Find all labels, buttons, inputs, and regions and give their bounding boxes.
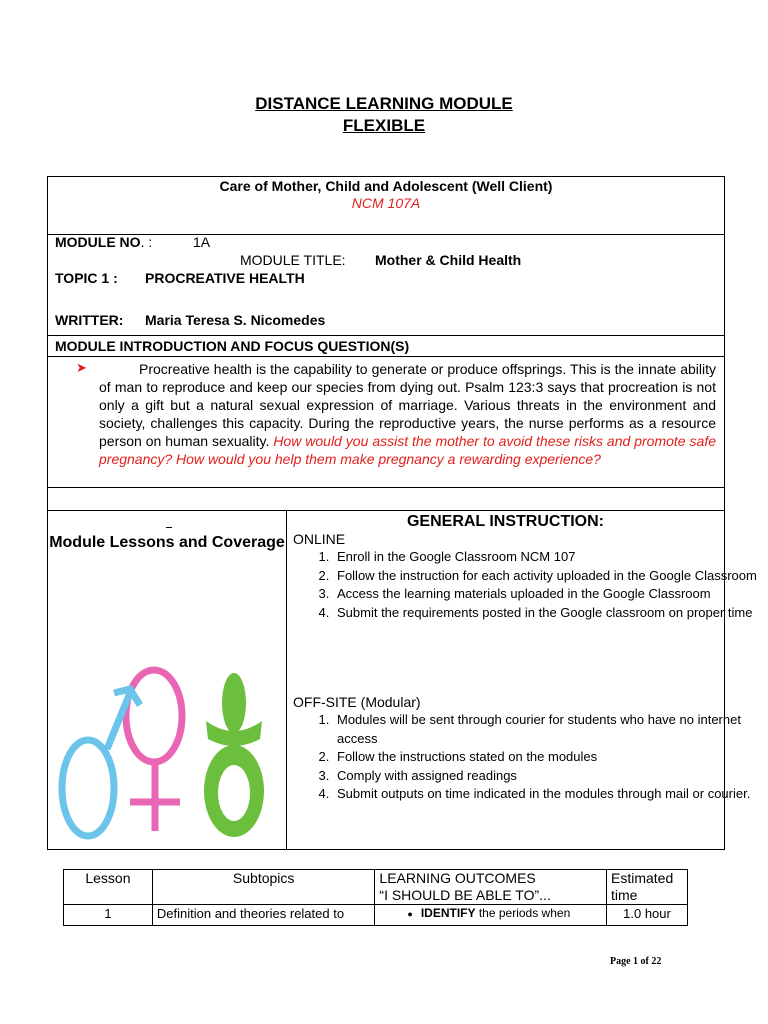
offsite-item: 2. Follow the instructions stated on the modules [333,748,761,767]
cell-subtopic: Definition and theories related to [152,905,375,926]
online-item: 1. Enroll in the Google Classroom NCM 107 [333,548,761,567]
intro-body-text: Procreative health is the capability to generate or produce offsprings. This is the innate ability of man to reproduce and keep our species from dying out. Psalm 123:3 says that procreation is not only a gift but a natural sexual expression of marriage. Various threats in the environment and society, challenges this capacity. During the reproductive years, the nurse performs as a resource person on human sexuality. [99,361,716,449]
writer-label: WRITTER: [55,312,124,328]
header-time-line1: Estimated [611,870,674,886]
course-code: NCM 107A [351,195,421,211]
header-outcomes-line2: “I SHOULD BE ABLE TO”... [379,887,551,903]
topic-label: TOPIC 1 : [55,270,118,286]
online-label: ONLINE [293,531,346,547]
online-item: 2. Follow the instruction for each activity uploaded in the Google Classroom [333,567,761,586]
bullet-arrow-icon: ➤ [76,360,87,375]
module-title-label: MODULE TITLE: [240,252,346,268]
header-outcomes-line1: LEARNING OUTCOMES [379,870,536,886]
offsite-item: 3. Comply with assigned readings [333,767,761,786]
online-item: 4. Submit the requirements posted in the Google classroom on proper time [333,604,761,623]
module-no-label: MODULE NO [55,234,141,250]
header-time-line2: time [611,887,638,903]
focus-questions: How would you assist the mother to avoid these risks and promote safe pregnancy? How would you help them make pregnancy a rewarding experience? [99,433,717,467]
intro-heading-box [47,335,725,357]
module-info-box [47,234,725,336]
module-title-value: Mother & Child Health [375,252,522,268]
offsite-label: OFF-SITE (Modular) [293,694,421,710]
lesson-table [63,869,688,926]
header-outcomes [375,870,607,905]
intro-heading: MODULE INTRODUCTION AND FOCUS QUESTION(S) [55,338,410,354]
empty-row-box [47,487,725,511]
header-time [607,870,688,905]
offsite-item: 4. Submit outputs on time indicated in the modules through mail or courier. [333,785,761,804]
online-item: 3. Access the learning materials uploaded in the Google Classroom [333,585,761,604]
offsite-item: 1. Modules will be sent through courier for students who have no internet access [333,711,761,748]
table-row [64,905,688,926]
topic-value: PROCREATIVE HEALTH [145,270,305,286]
small-dash [166,527,172,528]
offsite-list [287,711,761,804]
header-subtopics: Subtopics [152,870,375,905]
intro-body-box [47,356,725,488]
gender-symbols-icon [54,661,286,841]
course-box [47,176,725,235]
intro-paragraph [99,360,716,468]
general-instruction-heading: GENERAL INSTRUCTION: [406,513,605,530]
document-title-line2: FLEXIBLE [342,116,426,135]
online-list [287,548,761,622]
cell-time: 1.0 hour [607,905,688,926]
module-no-sep: . : [140,234,153,250]
cell-lesson: 1 [64,905,153,926]
document-title-line1: DISTANCE LEARNING MODULE [255,94,513,113]
module-no-value: 1A [193,234,211,250]
outcome-text: the periods when [475,906,571,920]
course-name: Care of Mother, Child and Adolescent (Well Client) [219,178,553,194]
lessons-panel [48,511,286,849]
lessons-heading: Module Lessons and Coverage [49,534,285,551]
header-lesson: Lesson [64,870,153,905]
bullet-icon: ● [407,909,413,919]
outcome-keyword: IDENTIFY [420,906,476,920]
page-number: Page 1 of 22 [610,956,662,967]
green-symbol-icon [204,673,264,837]
cell-outcome [375,905,607,926]
table-header-row [64,870,688,905]
general-instruction-panel [287,511,757,849]
writer-value: Maria Teresa S. Nicomedes [145,312,326,328]
